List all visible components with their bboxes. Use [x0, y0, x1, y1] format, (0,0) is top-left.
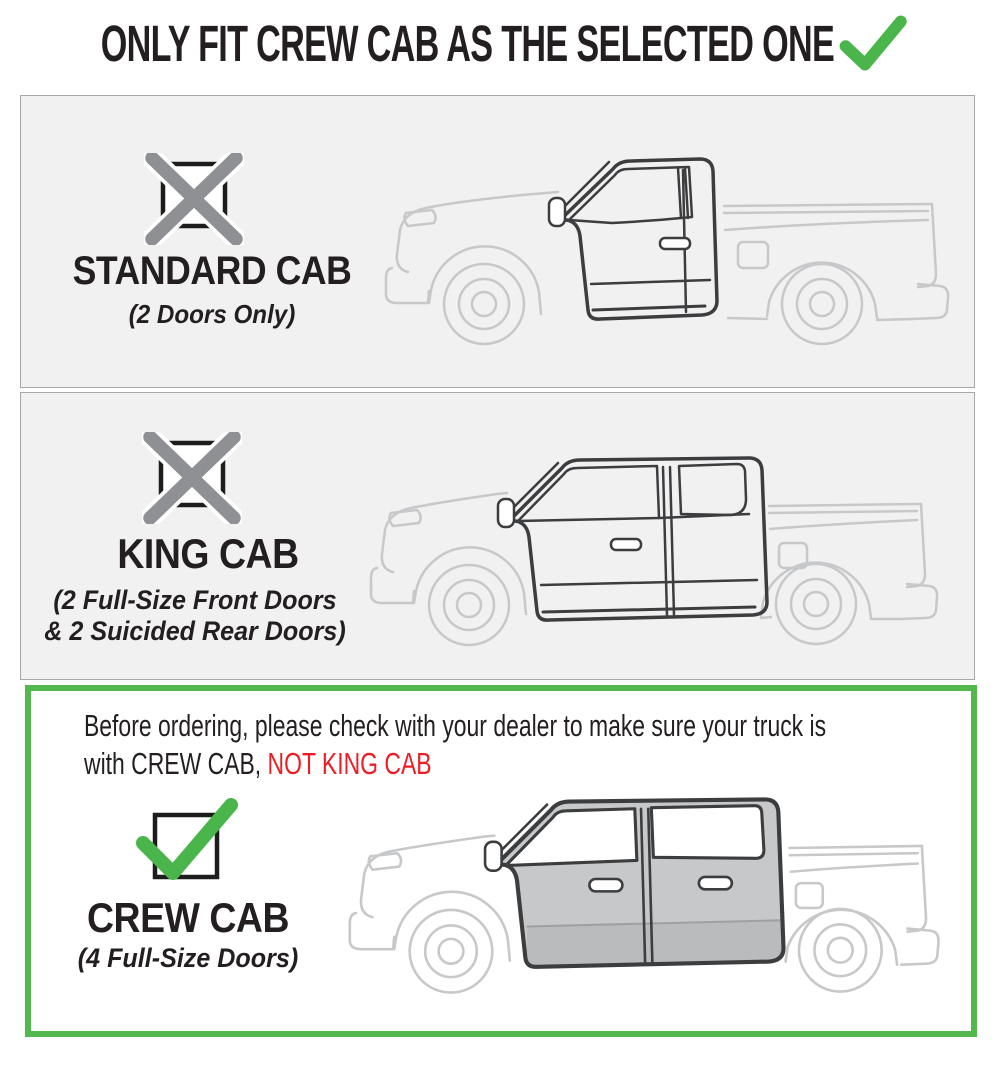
cab-subtitle-king	[44, 585, 345, 647]
dealer-note-line2: with CREW CAB,	[84, 746, 268, 781]
x-mark-icon	[144, 153, 244, 245]
cab-name-crew: CREW CAB	[86, 894, 290, 941]
green-check-icon	[831, 15, 913, 71]
page-title-text: ONLY FIT CREW CAB AS THE SELECTED ONE	[100, 14, 834, 72]
cab-subtitle-standard: (2 Doors Only)	[128, 299, 296, 329]
check-mark-icon	[133, 797, 241, 881]
cab-name-standard: STANDARD CAB	[72, 249, 352, 293]
king-cab-truck-illustration	[357, 411, 949, 656]
standard-cab-truck-illustration	[372, 114, 962, 349]
section-king-cab	[20, 392, 975, 680]
dealer-note-line1: Before ordering, please check with your dealer to make sure your truck is	[84, 708, 827, 743]
cab-subtitle-crew: (4 Full-Size Doors)	[77, 943, 299, 973]
cab-subtitle-king-line2: & 2 Suicided Rear Doors)	[44, 616, 346, 646]
page-title	[0, 10, 1000, 76]
cab-name-king: KING CAB	[117, 530, 299, 577]
cab-subtitle-king-line1: (2 Full-Size Front Doors	[53, 585, 337, 615]
dealer-note-highlight: NOT KING CAB	[267, 746, 432, 781]
section-crew-cab	[25, 685, 977, 1037]
x-mark-icon	[142, 432, 242, 524]
crew-cab-truck-illustration	[331, 753, 951, 1006]
section-standard-cab	[20, 95, 975, 388]
